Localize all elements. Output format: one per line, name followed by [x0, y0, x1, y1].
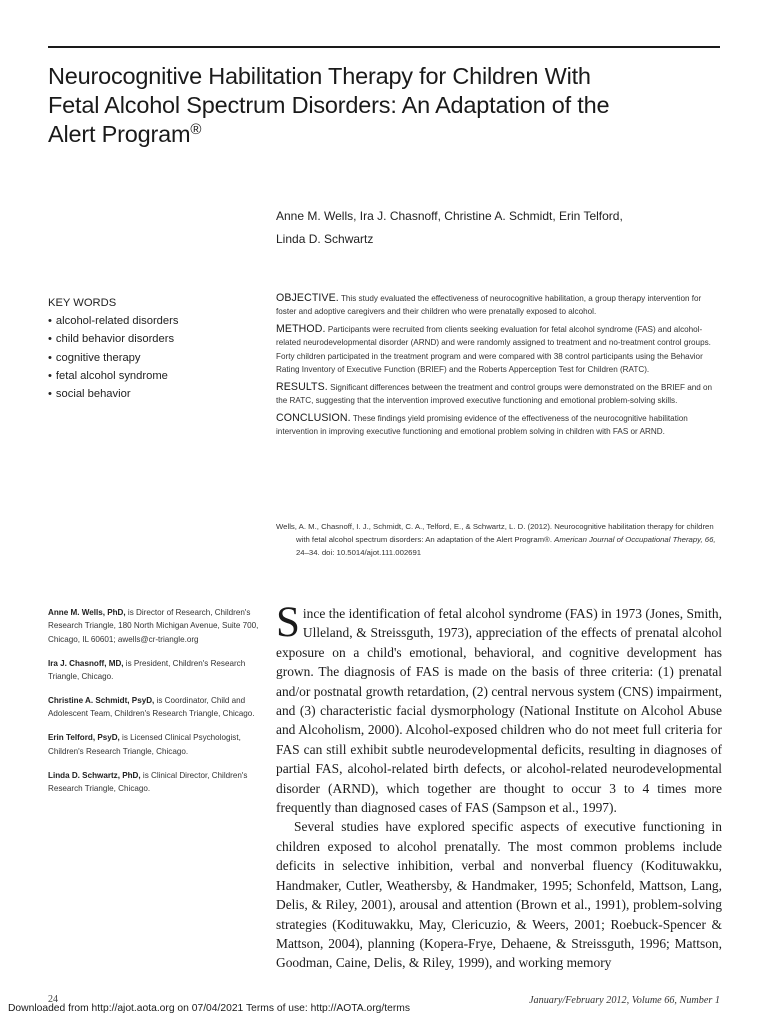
affiliation-text: is Director of Research, Children's Research Triangle, 180 North Michigan Avenue, Suite 700, Chicago, IL 60601; awells@cr-triangle.org	[48, 608, 259, 644]
affiliation-name: Christine A. Schmidt, PsyD,	[48, 696, 155, 706]
abstract-results	[276, 381, 722, 408]
authors-line-1: Anne M. Wells, Ira J. Chasnoff, Christine A. Schmidt, Erin Telford,	[276, 209, 623, 223]
drop-cap: S	[276, 599, 300, 646]
affiliation-name: Ira J. Chasnoff, MD,	[48, 658, 124, 668]
keyword-item: • alcohol-related disorders	[48, 312, 258, 330]
affiliation-item	[48, 606, 266, 646]
abstract-objective	[276, 292, 722, 319]
download-notice: Downloaded from http://ajot.aota.org on 07/04/2021 Terms of use: http://AOTA.org/terms	[8, 1003, 410, 1014]
article-title	[48, 62, 728, 149]
results-text: Significant differences between the treatment and control groups were demonstrated on the BRIEF and on the RATC, suggesting that the intervention improved executive functioning and emotional problem-solving skills.	[276, 382, 713, 406]
conclusion-heading: CONCLUSION.	[276, 411, 351, 424]
keyword-item: • social behavior	[48, 385, 258, 403]
author-list	[276, 205, 726, 251]
body-text	[276, 599, 722, 973]
title-line-3: Alert Program	[48, 121, 191, 147]
citation-journal: American Journal of Occupational Therapy, 66,	[554, 535, 716, 545]
affiliation-item	[48, 769, 266, 796]
keywords-box	[48, 294, 258, 403]
body-paragraph-2: Several studies have explored specific aspects of executive functioning in children exposed to alcohol prenatally. The most common problems include deficits in selective inhibition, verbal and nonverbal fluency (Kodituwakku, Handmaker, Cutler, Weathersby, & Handmaker, 1995; Schonfeld, Mattson, Lang, Delis, & Riley, 2001), arousal and attention (Brown et al., 1991), problem-solving strategies (Kodituwakku, May, Clericuzio, & Weers, 2001; Roebuck-Spencer & Mattson, 2004), planning (Kopera-Frye, Dehaene, & Streissguth, 1996; Mattson, Goodman, Caine, Delis, & Riley, 1999), and working memory	[276, 819, 722, 971]
top-rule	[48, 46, 720, 48]
affiliation-item	[48, 731, 266, 758]
title-line-1: Neurocognitive Habilitation Therapy for Children With	[48, 63, 591, 89]
keyword-item: • child behavior disorders	[48, 330, 258, 348]
journal-issue-footer: January/February 2012, Volume 66, Number 1	[529, 995, 720, 1006]
objective-text: This study evaluated the effectiveness of neurocognitive habilitation, a group therapy intervention for foster and adoptive caregivers and their children who were prenatally exposed to alcohol.	[276, 294, 702, 317]
registered-mark: ®	[190, 121, 202, 138]
affiliation-text: is Clinical Director, Children's Research Triangle, Chicago.	[48, 770, 248, 794]
abstract-conclusion	[276, 412, 722, 439]
affiliation-text: is Coordinator, Child and Adolescent Team, Children's Research Triangle, Chicago.	[48, 696, 255, 719]
keywords-heading: KEY WORDS	[48, 297, 117, 309]
paragraph-1-text: ince the identification of fetal alcohol syndrome (FAS) in 1973 (Jones, Smith, Ulleland, & Streissguth, 1973), appreciation of the effects of prenatal alcohol exposure on a child's emotional, behavioral, and cognitive development has grown. The diagnosis of FAS is made on the basis of three criteria: (1) prenatal and/or postnatal growth retardation, (2) central nervous system (CNS) impairment, and (3) characteristic facial dysmorphology (National Institute on Alcohol Abuse and Alcoholism, 2000). Alcohol-exposed children who do not meet full criteria for FAS can still exhibit subtle neurodevelopmental deficits, resulting in diagnoses of partial FAS, alcohol-related birth defects, or alcohol-related neurodevelopmental disorder (ARND), which together are thought to occur 3 to 4 times more frequently than diagnosed cases of FAS (Sampson et al., 1997).	[276, 606, 722, 816]
citation	[276, 520, 724, 560]
affiliation-text: is Licensed Clinical Psychologist, Children's Research Triangle, Chicago.	[48, 733, 241, 756]
results-heading: RESULTS.	[276, 380, 328, 393]
affiliation-name: Erin Telford, PsyD,	[48, 733, 120, 743]
affiliation-name: Anne M. Wells, PhD,	[48, 608, 126, 617]
keyword-item: • fetal alcohol syndrome	[48, 367, 258, 385]
method-heading: METHOD.	[276, 323, 326, 336]
citation-pages: 24–34. doi: 10.5014/ajot.111.002691	[296, 548, 422, 558]
citation-text: Wells, A. M., Chasnoff, I. J., Schmidt, C. A., Telford, E., & Schwartz, L. D. (2012). Neurocognitive habilitation therapy for children with fetal alcohol spectrum disorders: An adaptation of the Alert Program®.	[276, 522, 714, 545]
title-line-2: Fetal Alcohol Spectrum Disorders: An Adaptation of the	[48, 92, 610, 118]
affiliation-text: is President, Children's Research Triangle, Chicago.	[48, 658, 246, 682]
body-paragraph-1	[276, 599, 722, 817]
author-affiliations	[48, 606, 266, 806]
objective-heading: OBJECTIVE.	[276, 292, 339, 304]
affiliation-item	[48, 657, 266, 684]
keywords-list	[48, 312, 258, 403]
affiliation-item	[48, 694, 266, 721]
keyword-item: • cognitive therapy	[48, 349, 258, 367]
conclusion-text: These findings yield promising evidence of the effectiveness of the neurocognitive habilitation intervention in improving executive functioning and emotional problem solving in children with FAS or ARND.	[276, 413, 688, 437]
abstract-method	[276, 323, 722, 376]
abstract	[276, 292, 722, 443]
affiliation-name: Linda D. Schwartz, PhD,	[48, 770, 141, 780]
page-number: 24	[48, 994, 58, 1005]
authors-line-2: Linda D. Schwartz	[276, 232, 374, 246]
method-text: Participants were recruited from clients seeking evaluation for fetal alcohol syndrome (FAS) and alcohol-related neurodevelopmental disorder (ARND) and were randomly assigned to treatment and no-treatment control groups. Forty children participated in the treatment program and were compared with 38 control participants using the Behavior Rating Inventory of Executive Function (BRIEF) and the Roberts Apperception Test for Children (RATC).	[276, 325, 711, 374]
